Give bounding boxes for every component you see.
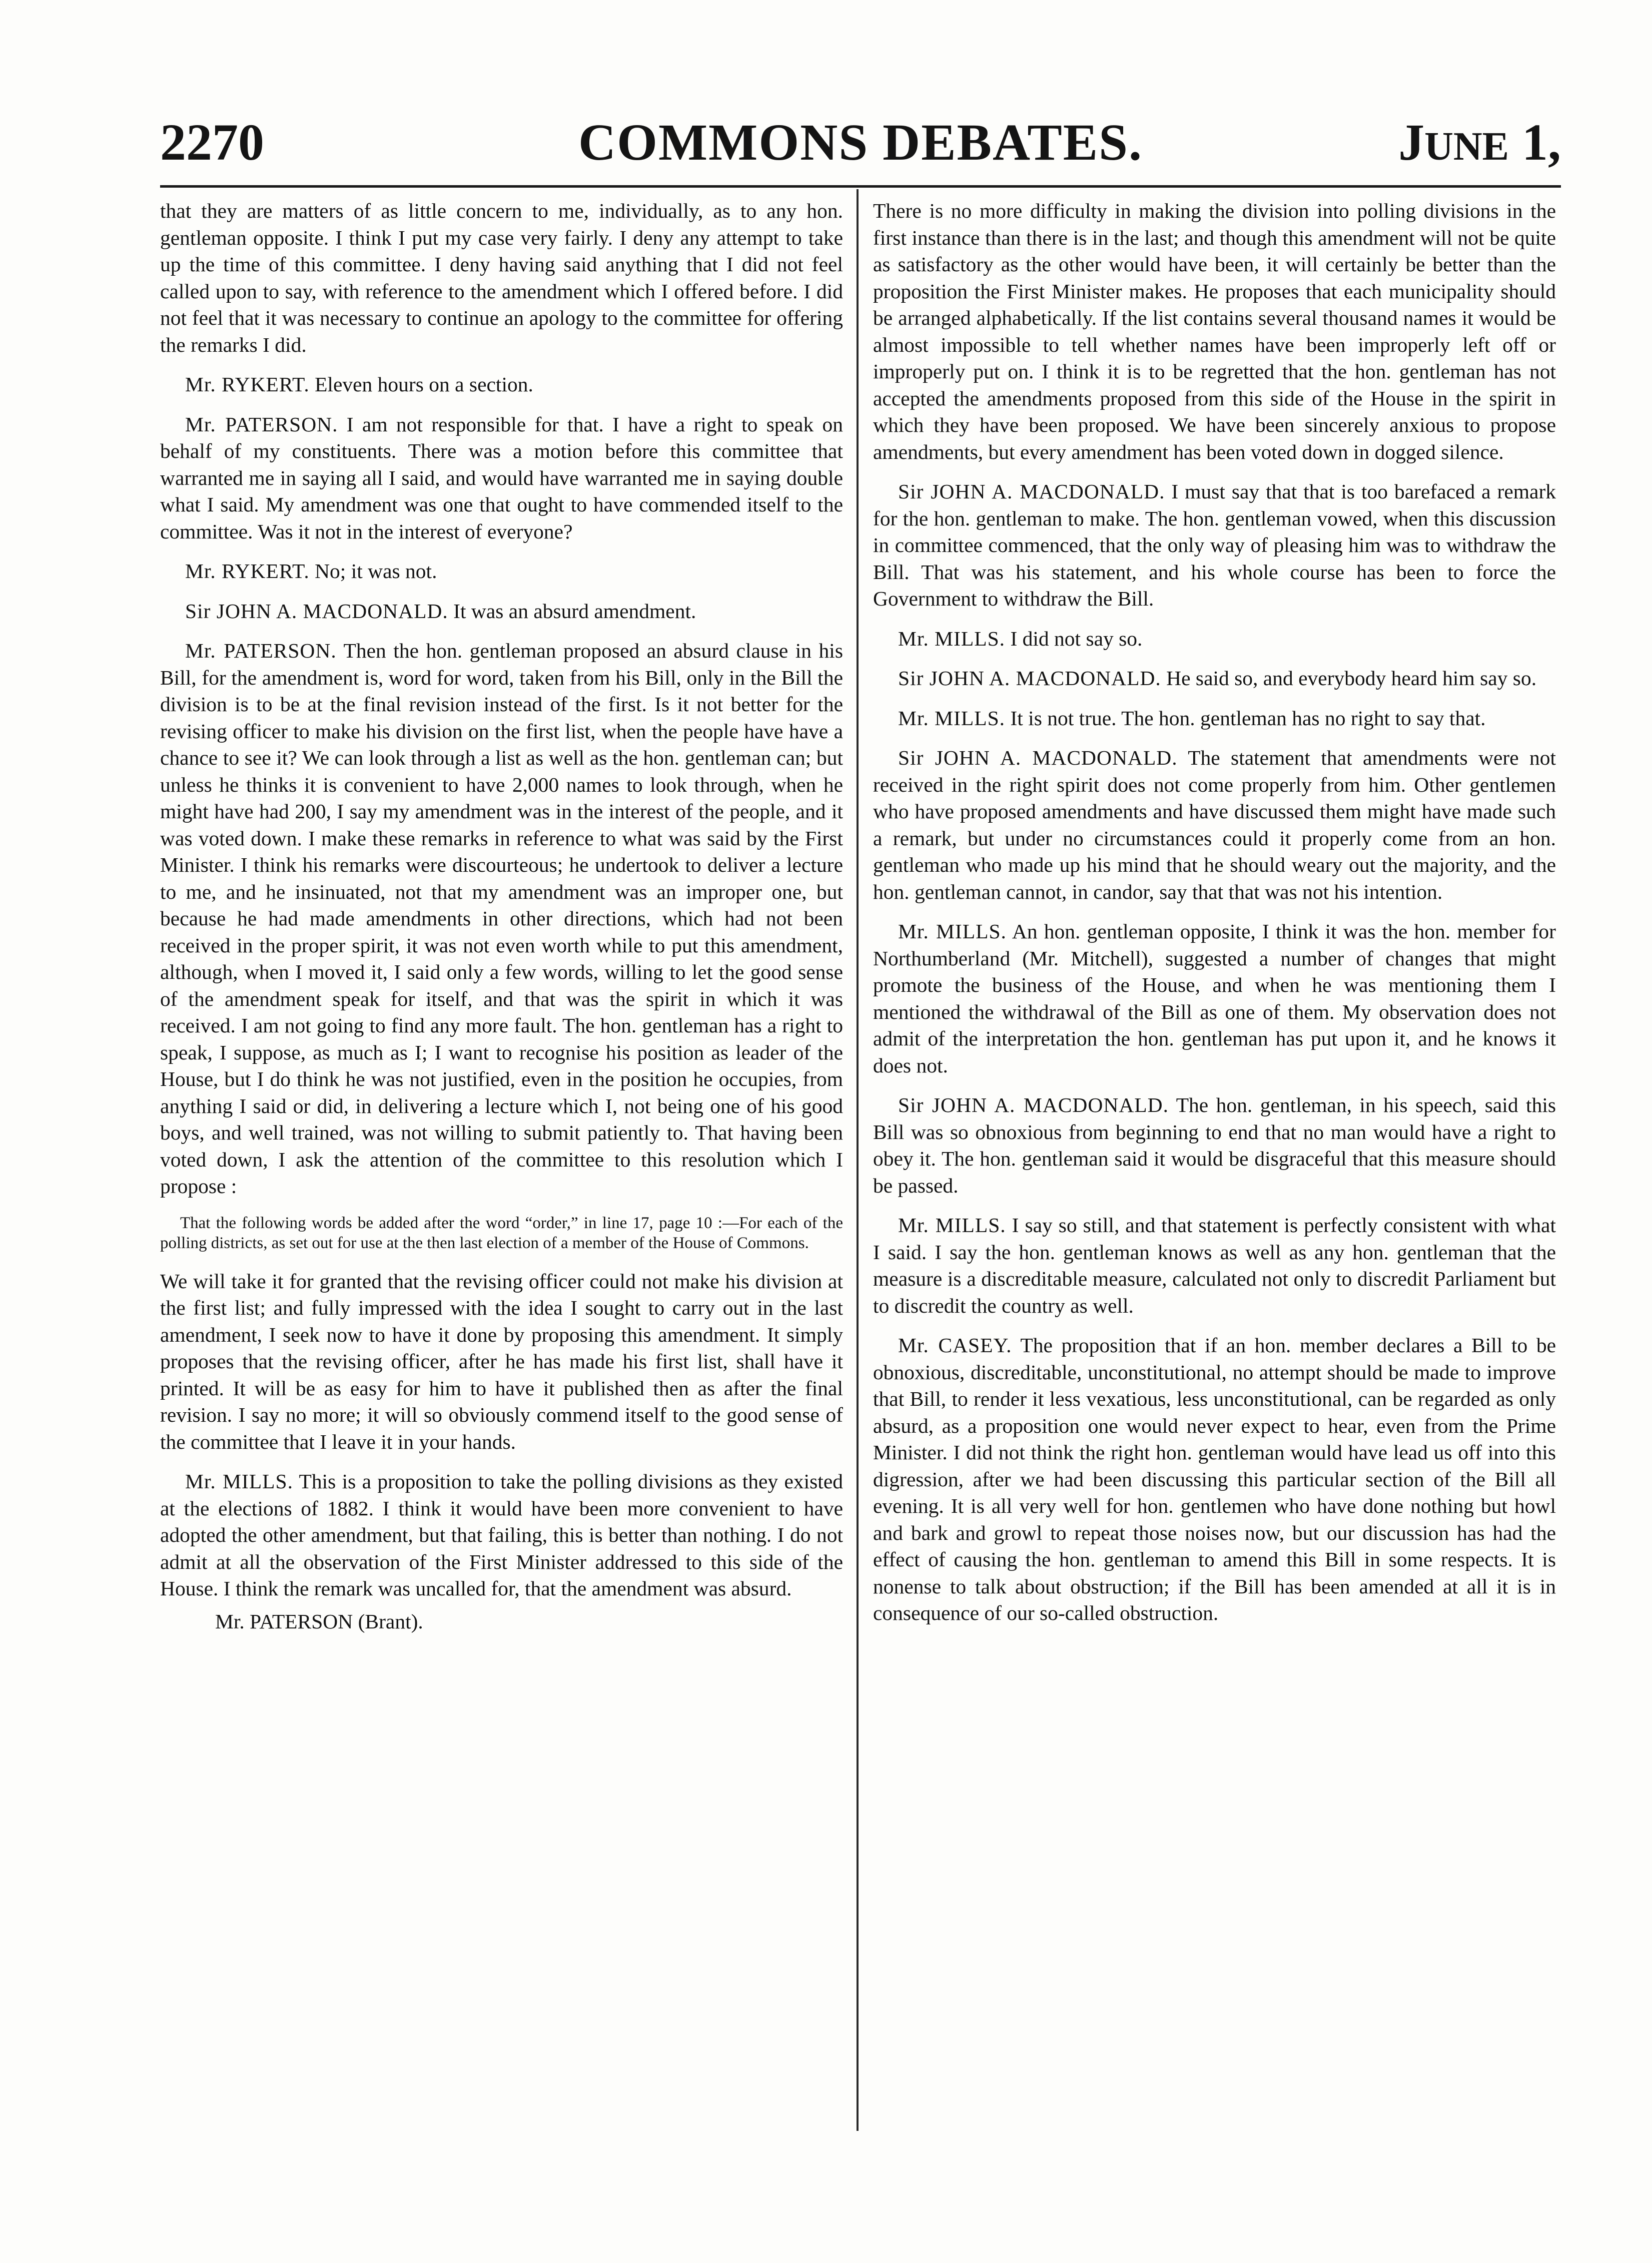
speech-text: Then the hon. gentleman proposed an absurd clause in his Bill, for the amendment is, word for word, taken from his Bill, only in the Bill the division is to be at the final revision instead of the first. Is it not better for the revising officer to make his division on the first list, when the people have have a chance to see it? We can look through a list as well as the hon. gentleman can; but unless he thinks it is convenient to have 2,000 names to look through, when he might have had 200, I say my amendment was in the interest of the people, and it was voted down. I make these remarks in reference to what was said by the First Minister. I think his remarks were discourteous; he undertook to deliver a lecture to me, and he insinuated, not that my amendment was an improper one, but because he had made amendments in other directions, which had not been received in the proper spirit, it was not even worth while to put this amendment, although, when I moved it, I said only a few words, willing to let the good sense of the amendment speak for itself, and that was the spirit in which it was received. I am not going to find any more fault. The hon. gentleman has a right to speak, I suppose, as much as I; I want to recognise his position as leader of the House, but I do think he was not justified, even in the position he occupies, from anything I said or did, in delivering a lecture which I, not being one of his good boys, and well trained, was not willing to submit patiently to. That having been voted down, I ask the attention of the committee to this resolution which I propose :: [160, 639, 843, 1198]
paragraph: There is no more difficulty in making the division into polling divisions in the first instance than there is in the last; and though this amendment will not be quite as satisfactory as the other would have been, it will certainly be better than the proposition the First Minister makes. He proposes that each municipality should be arranged alphabetically. If the list contains several thousand names it would be almost impossible to tell whether names have been improperly left off or improperly put on. I think it is to be regretted that the hon. gentleman has not accepted the amendments proposed from this side of the House in the spirit in which they have been proposed. We have been sincerely anxious to propose amendments, but every amendment has been voted down in dogged silence.: [873, 199, 1556, 463]
page-number: 2270: [160, 114, 264, 171]
speech: [873, 478, 1556, 613]
speech: [873, 705, 1556, 732]
speech: [873, 665, 1556, 692]
signoff: Mr. PATERSON (Brant).: [215, 1609, 423, 1633]
speech: [873, 745, 1556, 905]
speech: [873, 1212, 1556, 1319]
speaker-name: Mr. CASEY.: [898, 1334, 1012, 1357]
speaker-name: Mr. PATERSON.: [185, 412, 338, 436]
speech-text: He said so, and everybody heard him say so.: [1161, 667, 1537, 690]
column-divider: [857, 189, 859, 2131]
resolution-quote: That the following words be added after the word “order,” in line 17, page 10 :—For each of the polling districts, as set out for use at the then last election of a member of the House of Commons.: [160, 1214, 843, 1252]
speaker-name: Sir JOHN A. MACDONALD.: [898, 480, 1165, 503]
page-header: [160, 103, 1561, 178]
speech-text: The statement that amendments were not received in the right spirit does not come properly from him. Other gentlemen who have proposed amendments and have discussed them might have made such a remark, but under no circumstances could it properly come from an hon. gentleman who made up his mind that he should weary out the majority, and the hon. gentleman cannot, in candor, say that that was not his intention.: [873, 746, 1556, 903]
date-month-rest: UNE: [1424, 125, 1509, 169]
speech: [160, 638, 843, 1200]
speech-text: It was an absurd amendment.: [448, 599, 696, 623]
speaker-name: Sir JOHN A. MACDONALD.: [185, 599, 448, 623]
speech-text: The proposition that if an hon. member declares a Bill to be obnoxious, discreditable, unconstitutional, no attempt should be made to improve that Bill, to render it less vexatious, less unconstitutional, can be regarded as only absurd, as a proposition one would never expect to hear, even from the Prime Minister. I did not think the right hon. gentleman would have lead us off into this digression, after we had been discussing this particular section of the Bill all evening. It is all very well for hon. gentlemen who have done nothing but howl and bark and growl to repeat those noises now, but our discussion has had the effect of causing the hon. gentleman to amend this Bill in some respects. It is nonense to talk about obstruction; if the Bill has been amended at all it is in consequence of our so-called obstruction.: [873, 1334, 1556, 1624]
speaker-name: Mr. RYKERT.: [185, 559, 310, 583]
speech-text: I am not responsible for that. I have a right to speak on behalf of my constituents. There was a motion before this committee that warranted me in saying all I said, and would have warranted me in saying double what I said. My amendment was one that ought to have commended itself to the committee. Was it not in the interest of everyone?: [160, 412, 843, 543]
speech: [160, 1468, 843, 1602]
date-initial: J: [1398, 114, 1425, 171]
right-column: [873, 198, 1556, 1640]
speaker-name: Mr. RYKERT.: [185, 373, 310, 396]
speech-text: No; it was not.: [309, 559, 437, 583]
speech-text: An hon. gentleman opposite, I think it was the hon. member for Northumberland (Mr. Mitchell), suggested a number of changes that might promote the business of the House, and when he was mentioning them I mentioned the withdrawal of the Bill as one of them. My observation does not admit of the interpretation the hon. gentleman has put upon it, and he knows it does not.: [873, 920, 1556, 1077]
speech: [873, 1092, 1556, 1199]
header-rule: [160, 185, 1561, 188]
paragraph: We will take it for granted that the revising officer could not make his division at the first list; and fully impressed with the idea I sought to carry out in the last amendment, I seek now to have it done by proposing this amendment. It simply proposes that the revising officer, after he has made his first list, shall have it printed. It will be as easy for him to have it published then as after the final revision. I say no more; it will so obviously commend itself to the good sense of the committee that I leave it in your hands.: [160, 1269, 843, 1453]
speaker-name: Mr. MILLS.: [898, 1214, 1006, 1237]
speech: [160, 371, 843, 398]
speech-text: I must say that that is too barefaced a remark for the hon. gentleman to make. The hon. gentleman vowed, when this discussion in committee commenced, that the only way of pleasing him was to withdraw the Bill. That was his statement, and his whole course has been to force the Government to withdraw the Bill.: [873, 480, 1556, 610]
speaker-name: Sir JOHN A. MACDONALD.: [898, 1093, 1169, 1116]
speaker-name: Mr. PATERSON.: [185, 639, 337, 662]
speaker-name: Sir JOHN A. MACDONALD.: [898, 746, 1178, 769]
speaker-name: Mr. MILLS.: [898, 706, 1006, 730]
speech: [160, 411, 843, 545]
speaker-name: Mr. MILLS.: [898, 627, 1006, 650]
speech: [160, 558, 843, 585]
speech-text: The hon. gentleman, in his speech, said this Bill was so obnoxious from beginning to end that no man would have a right to obey it. The hon. gentleman said it would be disgraceful that this measure should be passed.: [873, 1093, 1556, 1197]
speech-text: It is not true. The hon. gentleman has no right to say that.: [1005, 706, 1486, 730]
speech-text: I say so still, and that statement is perfectly consistent with what I said. I say the hon. gentleman knows as well as any hon. gentleman that the measure is a discreditable measure, calculated not only to discredit Parliament but to discredit the country as well.: [873, 1214, 1556, 1317]
speech: [160, 598, 843, 625]
date-day: 1,: [1509, 114, 1561, 171]
speech-text: This is a proposition to take the polling divisions as they existed at the elections of 1882. I think it would have been more convenient to have adopted the other amendment, but that failing, this is better than nothing. I do not admit at all the observation of the First Minister addressed to this side of the House. I think the remark was uncalled for, that the amendment was absurd.: [160, 1470, 844, 1600]
speech-text: Eleven hours on a section.: [309, 373, 533, 396]
paragraph: that they are matters of as little concern to me, individually, as to any hon. gentleman opposite. I think I put my case very fairly. I deny any attempt to take up the time of this committee. I deny having said anything that I did not feel called upon to say, with reference to the amendment which I offered before. I did not feel that it was necessary to continue an apology to the committee for offering the remarks I did.: [160, 199, 843, 356]
speech-text: I did not say so.: [1005, 627, 1143, 650]
left-column: [160, 198, 843, 1635]
speaker-name: Sir JOHN A. MACDONALD.: [898, 667, 1161, 690]
issue-date: [1398, 113, 1561, 172]
speech: [873, 626, 1556, 653]
speaker-name: Mr. MILLS.: [898, 920, 1007, 943]
speaker-name: Mr. MILLS.: [185, 1470, 293, 1493]
speech: [873, 918, 1556, 1079]
journal-title: COMMONS DEBATES.: [578, 114, 1143, 171]
speech: [873, 1332, 1556, 1627]
